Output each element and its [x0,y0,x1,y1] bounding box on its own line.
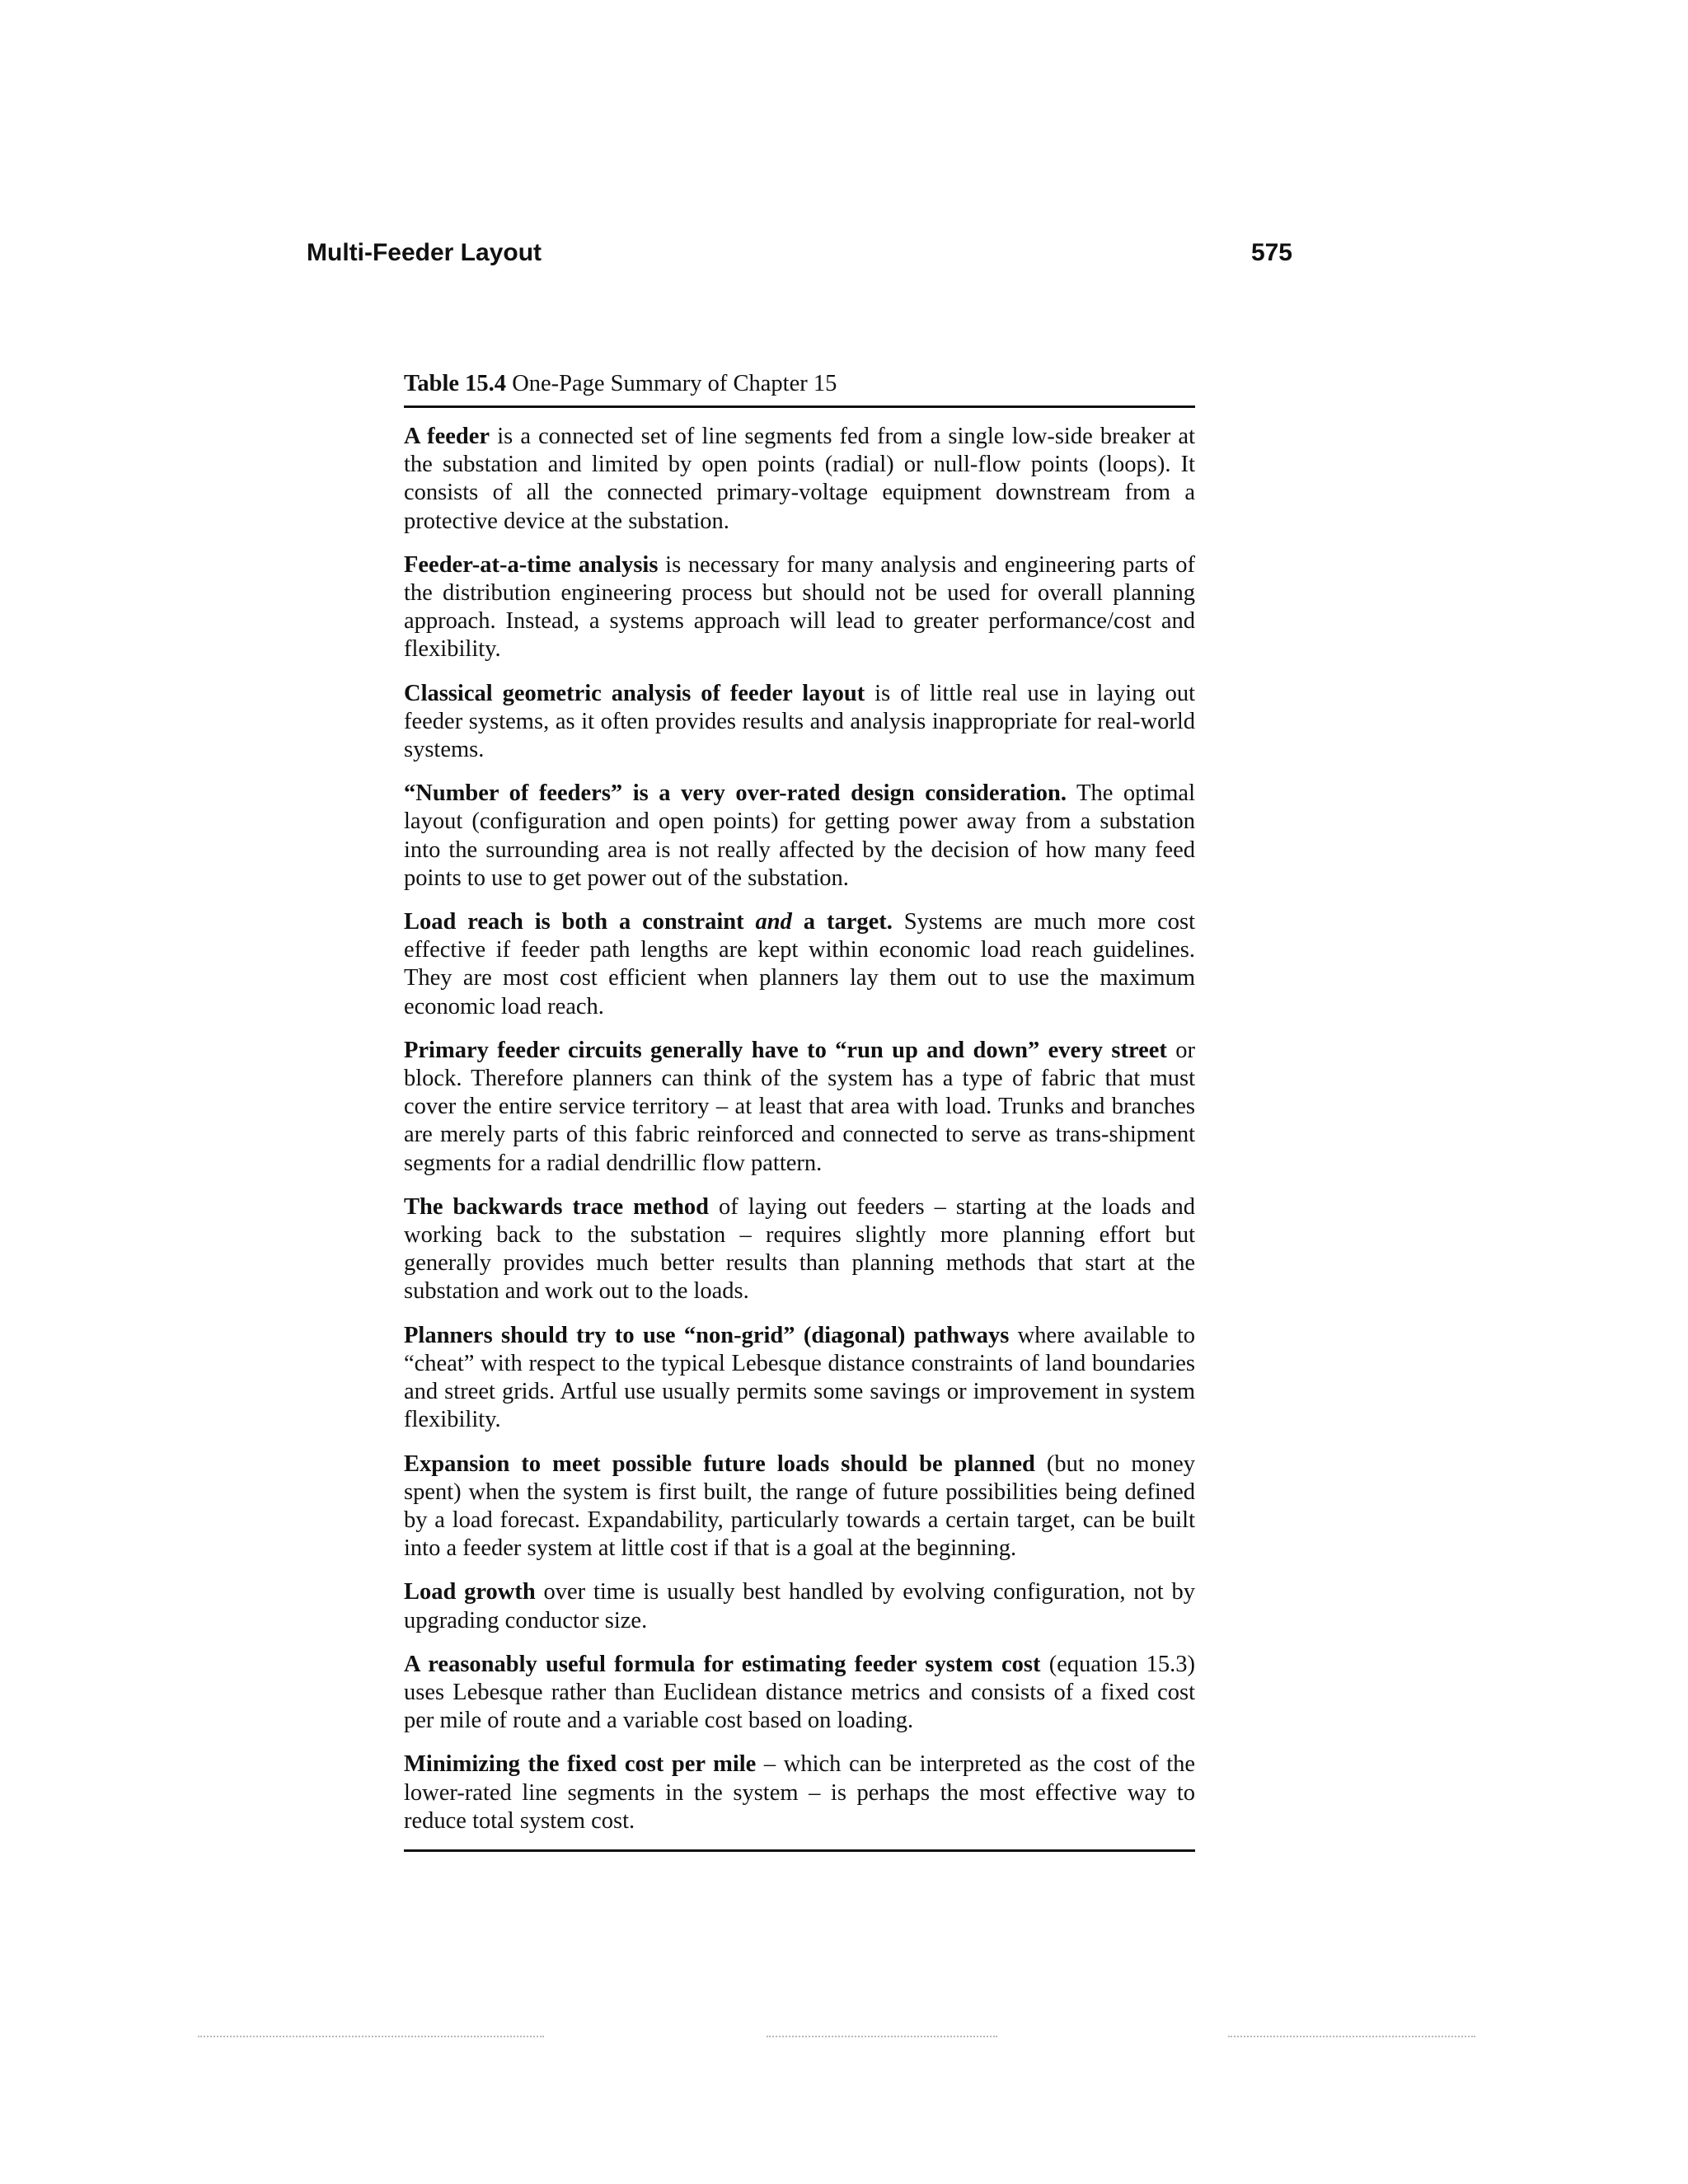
entry-text: of laying out feeders – starting at the loads and working back to the substation – requires slightly more planning effort but generally provides much better results than planning methods that start at the substation and work out to the loads. [404,1193,1195,1305]
entry-text: is of little real use in laying out feeder systems, as it often provides results and analysis inappropriate for real-world systems. [404,680,1196,763]
entry-term: Minimizing the fixed cost per mile [404,1751,757,1778]
entry-term: Primary feeder circuits generally have to “run up and down” every street [404,1037,1167,1063]
entry-primary-feeder-circuits [404,1037,1195,1178]
running-head [307,239,1292,272]
entry-text: (but no money spent) when the system is first built, the range of future possibilities being defined by a load forecast. Expandability, particularly towards a certain target, can be built into a feeder system at little cost if that is a goal at the beginning. [404,1451,1195,1562]
table-caption [404,369,1195,408]
entry-text: is necessary for many analysis and engineering parts of the distribution engineering process but should not be used for overall planning approach. Instead, a systems approach will lead to greater performance/cost and flexibility. [404,551,1195,663]
entry-term: Expansion to meet possible future loads should be planned [404,1451,1035,1477]
table-caption-label: Table 15.4 [404,371,507,396]
running-title: Multi-Feeder Layout [307,239,542,266]
scan-artifact-line [198,2036,544,2037]
entry-fixed-cost [404,1750,1195,1835]
entry-term: Feeder-at-a-time analysis [404,551,659,578]
entry-text: (equation 15.3) uses Lebesque rather than Euclidean distance metrics and consists of a fixed cost per mile of route and a variable cost based on loading. [404,1651,1195,1734]
summary-table [404,369,1195,1835]
entry-term: Planners should try to use “non-grid” (diagonal) pathways [404,1322,1010,1348]
entry-text: or block. Therefore planners can think of the system has a type of fabric that must cover the entire service territory – at least that area with load. Trunks and branches are merely parts of this fabric reinforced and connected to serve as trans-shipment segments for a radial dendrillic flow pattern. [404,1037,1195,1176]
scan-artifact-line [1228,2036,1475,2037]
entry-term: “Number of feeders” is a very over-rated design consideration. [404,780,1067,807]
entry-text: where available to “cheat” with respect to the typical Lebesque distance constraints of land boundaries and street grids. Artful use usually permits some savings or improvement in system flexibility. [404,1322,1195,1433]
table-caption-text: One-Page Summary of Chapter 15 [512,371,837,396]
scan-artifact-line [767,2036,997,2037]
entry-classical-geometric [404,680,1195,765]
entry-number-of-feeders [404,780,1195,893]
entry-text: over time is usually best handled by evolving configuration, not by upgrading conductor size. [404,1579,1195,1633]
table-entries [404,408,1195,1835]
entry-term: Load growth [404,1579,536,1605]
entry-term: A reasonably useful formula for estimating feeder system cost [404,1651,1041,1677]
entry-term: The backwards trace method [404,1193,710,1220]
entry-backwards-trace [404,1193,1195,1306]
entry-load-reach [404,908,1195,1021]
entry-feeder [404,423,1195,536]
entry-feeder-at-a-time [404,551,1195,664]
entry-load-growth [404,1578,1195,1634]
entry-text: Systems are much more cost effective if feeder path lengths are kept within economic load reach guidelines. They are most cost efficient when planners lay them out to use the maximum economic load reach. [404,909,1195,1019]
entry-term-emphasis: and [755,909,792,935]
entry-term: Classical geometric analysis of feeder layout [404,680,865,706]
table-bottom-rule [404,1849,1195,1852]
entry-term: a target. [791,909,893,935]
entry-term: A feeder [404,424,490,449]
entry-text: is a connected set of line segments fed from a single low-side breaker at the substation and limited by open points (radial) or null-flow points (loops). It consists of all the connected primary-voltage equipment downstream from a protective device at the substation. [404,424,1196,534]
entry-text: – which can be interpreted as the cost of the lower-rated line segments in the system – is perhaps the most effective way to reduce total system cost. [404,1751,1196,1834]
entry-non-grid-pathways [404,1322,1195,1435]
entry-expansion [404,1451,1195,1563]
page-number: 575 [1250,239,1292,266]
entry-cost-formula [404,1651,1195,1736]
entry-term: Load reach is both a constraint [404,909,756,935]
entry-text: The optimal layout (configuration and open points) for getting power away from a substation into the surrounding area is not really affected by the decision of how many feed points to use to get power out of the substation. [404,780,1195,891]
